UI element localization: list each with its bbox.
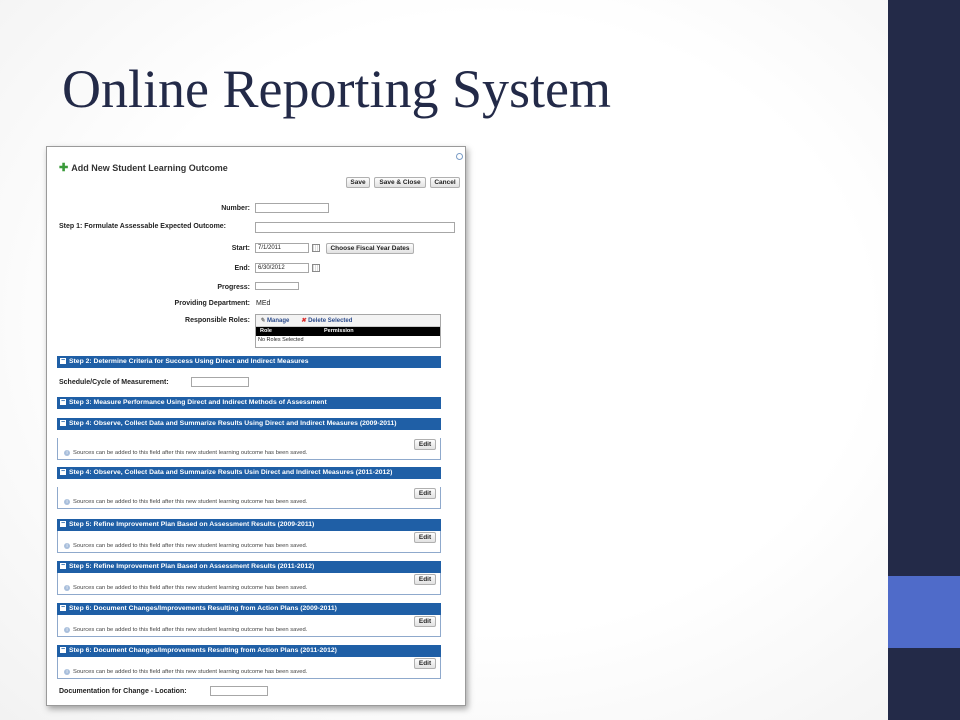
step4b-edit-button[interactable]: Edit <box>414 488 436 499</box>
roles-header <box>256 327 440 336</box>
end-calendar-icon[interactable] <box>312 264 320 272</box>
documentation-input[interactable] <box>210 686 268 696</box>
start-label: Start: <box>231 245 250 252</box>
step5b-body <box>57 573 441 595</box>
info-icon: i <box>64 585 70 591</box>
start-calendar-icon[interactable] <box>312 244 320 252</box>
manage-label: Manage <box>267 318 290 324</box>
step6a-header[interactable] <box>57 603 441 615</box>
step6a-title: Step 6: Document Changes/Improvements Resulting from Action Plans (2009-2011) <box>69 605 337 612</box>
step4b-body <box>57 487 441 509</box>
step5b-title: Step 5: Refine Improvement Plan Based on Assessment Results (2011-2012) <box>69 563 315 570</box>
step3-header[interactable] <box>57 397 441 409</box>
roles-toolbar <box>256 315 440 327</box>
manage-roles-button[interactable] <box>260 318 289 324</box>
step5a-edit-button[interactable]: Edit <box>414 532 436 543</box>
step4b-title: Step 4: Observe, Collect Data and Summarize Results Usin Direct and Indirect Measures (2011-2012) <box>69 469 393 476</box>
start-date-input[interactable]: 7/1/2011 <box>255 243 309 253</box>
step5b-edit-button[interactable]: Edit <box>414 574 436 585</box>
department-value: MEd <box>256 300 271 307</box>
step3-title: Step 3: Measure Performance Using Direct and Indirect Methods of Assessment <box>69 399 327 406</box>
step6b-note <box>64 669 307 675</box>
add-plus-icon: ✚ <box>59 162 69 174</box>
step5a-body <box>57 531 441 553</box>
step4a-header[interactable] <box>57 418 441 430</box>
step6b-edit-button[interactable]: Edit <box>414 658 436 669</box>
collapse-icon[interactable]: − <box>60 419 66 426</box>
step5b-note <box>64 585 307 591</box>
documentation-label: Documentation for Change - Location: <box>59 688 187 695</box>
progress-label: Progress: <box>217 284 250 291</box>
save-button[interactable]: Save <box>346 177 370 188</box>
progress-select[interactable] <box>255 282 299 290</box>
number-input[interactable] <box>255 203 329 213</box>
step4b-header[interactable] <box>57 467 441 479</box>
info-icon: i <box>64 669 70 675</box>
step5a-title: Step 5: Refine Improvement Plan Based on Assessment Results (2009-2011) <box>69 521 315 528</box>
delete-x-icon: ✖ <box>301 318 307 324</box>
cancel-button[interactable]: Cancel <box>430 177 460 188</box>
step6a-note <box>64 627 307 633</box>
schedule-input[interactable] <box>191 377 249 387</box>
step5a-note <box>64 543 307 549</box>
collapse-icon[interactable]: − <box>60 646 66 653</box>
choose-fiscal-year-button[interactable]: Choose Fiscal Year Dates <box>326 243 414 254</box>
step1-label: Step 1: Formulate Assessable Expected Outcome: <box>59 223 227 230</box>
end-date-input[interactable]: 6/30/2012 <box>255 263 309 273</box>
step4b-note <box>64 499 307 505</box>
note-text: Sources can be added to this field after this new student learning outcome has been saved. <box>73 499 308 505</box>
step6a-body <box>57 615 441 637</box>
form-screenshot <box>46 146 466 706</box>
info-icon: i <box>64 499 70 505</box>
help-icon[interactable] <box>456 153 463 160</box>
roles-empty-text: No Roles Selected <box>258 337 304 343</box>
collapse-icon[interactable]: − <box>60 468 66 475</box>
info-icon: i <box>64 543 70 549</box>
collapse-icon[interactable]: − <box>60 604 66 611</box>
step4a-note <box>64 450 307 456</box>
roles-label: Responsible Roles: <box>185 317 250 324</box>
collapse-icon[interactable]: − <box>60 357 66 364</box>
step6b-header[interactable] <box>57 645 441 657</box>
step4a-edit-button[interactable]: Edit <box>414 439 436 450</box>
info-icon: i <box>64 627 70 633</box>
step6a-edit-button[interactable]: Edit <box>414 616 436 627</box>
step6b-body <box>57 657 441 679</box>
step4a-body <box>57 438 441 460</box>
department-label: Providing Department: <box>174 300 250 307</box>
form-title <box>59 161 228 174</box>
collapse-icon[interactable]: − <box>60 562 66 569</box>
note-text: Sources can be added to this field after this new student learning outcome has been saved. <box>73 627 308 633</box>
outcome-textarea[interactable] <box>255 222 455 233</box>
role-column-header: Role <box>260 328 272 334</box>
note-text: Sources can be added to this field after this new student learning outcome has been saved. <box>73 669 308 675</box>
step2-title: Step 2: Determine Criteria for Success Using Direct and Indirect Measures <box>69 358 309 365</box>
info-icon: i <box>64 450 70 456</box>
note-text: Sources can be added to this field after this new student learning outcome has been saved. <box>73 543 308 549</box>
step6b-title: Step 6: Document Changes/Improvements Resulting from Action Plans (2011-2012) <box>69 647 337 654</box>
save-close-button[interactable]: Save & Close <box>374 177 426 188</box>
collapse-icon[interactable]: − <box>60 520 66 527</box>
delete-label: Delete Selected <box>308 318 353 324</box>
slide-accent-block <box>888 576 960 648</box>
slide-title: Online Reporting System <box>62 59 611 119</box>
pencil-icon: ✎ <box>260 318 266 324</box>
roles-grid <box>255 314 441 348</box>
step4a-title: Step 4: Observe, Collect Data and Summarize Results Using Direct and Indirect Measures (2009-2011) <box>69 420 397 427</box>
number-label: Number: <box>221 205 250 212</box>
schedule-label: Schedule/Cycle of Measurement: <box>59 379 169 386</box>
permission-column-header: Permission <box>324 328 354 334</box>
end-label: End: <box>234 265 250 272</box>
step5b-header[interactable] <box>57 561 441 573</box>
collapse-icon[interactable]: − <box>60 398 66 405</box>
note-text: Sources can be added to this field after this new student learning outcome has been saved. <box>73 450 308 456</box>
step2-header[interactable] <box>57 356 441 368</box>
form-title-text: Add New Student Learning Outcome <box>71 163 228 173</box>
delete-selected-button[interactable] <box>301 318 352 324</box>
step5a-header[interactable] <box>57 519 441 531</box>
note-text: Sources can be added to this field after this new student learning outcome has been saved. <box>73 585 308 591</box>
